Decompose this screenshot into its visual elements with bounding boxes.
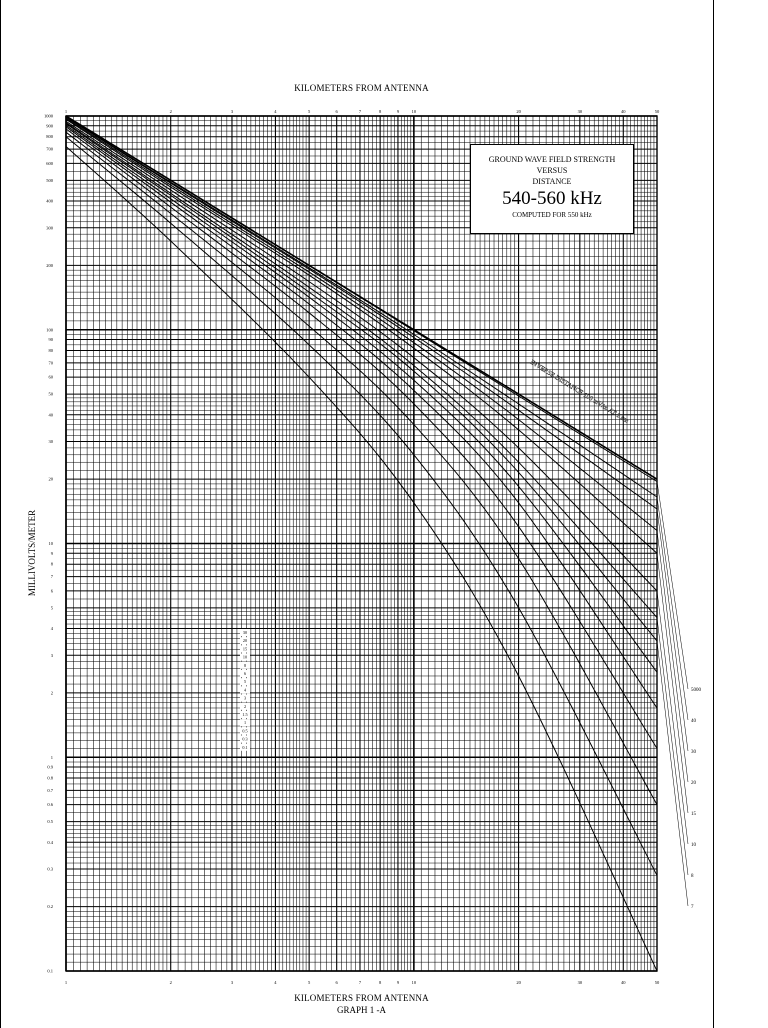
inner-curve-label: 20 xyxy=(242,638,248,644)
y-tick-label: 700 xyxy=(46,146,53,152)
y-tick-label: 9 xyxy=(50,550,53,556)
inner-curve-label: 0.3 xyxy=(242,736,248,742)
y-tick-label: 80 xyxy=(48,347,53,353)
x-tick-label-bottom: 6 xyxy=(335,980,338,985)
y-tick-label: 90 xyxy=(48,337,53,343)
inner-curve-label: 0.1 xyxy=(242,744,248,750)
y-tick-label: 0.4 xyxy=(47,839,53,845)
x-tick-label-top: 2 xyxy=(169,109,172,114)
x-tick-label-top: 8 xyxy=(379,109,382,114)
inner-curve-label: 0.5 xyxy=(242,728,248,734)
x-tick-label-bottom: 50 xyxy=(654,980,660,985)
right-curve-label: 10 xyxy=(691,843,696,848)
title-line-3: DISTANCE xyxy=(532,177,572,186)
x-tick-label-top: 40 xyxy=(621,109,626,114)
y-tick-label: 0.5 xyxy=(47,819,53,825)
inner-curve-label: 2 xyxy=(243,703,247,709)
x-tick-label-top: 20 xyxy=(516,109,521,114)
y-tick-label: 20 xyxy=(48,476,53,482)
x-tick-label-top: 10 xyxy=(411,109,417,114)
y-tick-label: 1 xyxy=(50,754,53,760)
inner-curve-label: 5 xyxy=(243,679,247,685)
x-tick-label-top: 50 xyxy=(654,109,660,114)
y-tick-label: 8 xyxy=(50,561,53,567)
inner-curve-label: 3 xyxy=(243,695,247,701)
x-tick-label-bottom: 8 xyxy=(379,980,382,985)
x-tick-label-bottom: 4 xyxy=(274,980,277,985)
y-axis-title: MILLIVOLTS/METER xyxy=(27,509,37,597)
x-tick-label-top: 1 xyxy=(64,109,68,114)
x-tick-label-top: 3 xyxy=(230,109,234,114)
x-axis-title-top: KILOMETERS FROM ANTENNA xyxy=(294,83,429,93)
y-tick-label: 0.2 xyxy=(47,904,53,910)
inverse-distance-label: INVERSE DISTANCE 100 mV/m AT 1 km xyxy=(528,358,630,425)
y-tick-label: 60 xyxy=(48,374,53,380)
y-tick-label: 7 xyxy=(50,574,53,580)
y-tick-label: 70 xyxy=(48,360,53,366)
y-tick-label: 0.3 xyxy=(47,866,53,872)
right-label-leader xyxy=(657,497,688,720)
right-curve-label: 30 xyxy=(691,750,696,755)
x-tick-label-bottom: 2 xyxy=(169,980,172,985)
x-tick-label-top: 30 xyxy=(577,109,583,114)
inner-curve-label: 10 xyxy=(242,654,248,660)
x-tick-label-bottom: 30 xyxy=(577,980,583,985)
right-curve-label: 8 xyxy=(691,874,694,879)
y-tick-label: 3 xyxy=(50,652,53,658)
x-tick-label-top: 9 xyxy=(396,109,400,114)
title-line-1: GROUND WAVE FIELD STRENGTH xyxy=(488,155,616,164)
y-tick-label: 500 xyxy=(46,177,53,183)
computed-label: COMPUTED FOR 550 kHz xyxy=(512,211,592,219)
inner-curve-label: 30 xyxy=(242,630,248,635)
x-tick-label-bottom: 20 xyxy=(516,980,521,985)
y-tick-label: 4 xyxy=(50,626,53,632)
y-tick-label: 100 xyxy=(46,327,53,333)
x-tick-label-bottom: 9 xyxy=(396,980,400,985)
x-tick-label-top: 4 xyxy=(274,109,277,114)
x-tick-label-top: 6 xyxy=(335,109,338,114)
y-tick-label: 0.6 xyxy=(47,802,53,808)
x-tick-label-bottom: 40 xyxy=(621,980,626,985)
right-curve-label: 5000 xyxy=(691,688,701,693)
y-tick-label: 50 xyxy=(48,391,53,397)
x-tick-label-bottom: 1 xyxy=(64,980,68,985)
graph-caption: GRAPH 1 -A xyxy=(336,1005,386,1015)
y-tick-label: 40 xyxy=(48,412,53,418)
y-tick-label: 0.7 xyxy=(47,787,53,793)
y-tick-label: 600 xyxy=(46,160,53,166)
y-tick-label: 2 xyxy=(50,690,53,696)
y-tick-label: 800 xyxy=(46,134,53,140)
title-line-2: VERSUS xyxy=(536,166,568,175)
y-tick-label: 6 xyxy=(50,588,53,594)
x-tick-label-bottom: 10 xyxy=(411,980,417,985)
y-tick-label: 1000 xyxy=(44,113,53,119)
y-tick-label: 0.9 xyxy=(47,764,53,770)
x-tick-label-top: 5 xyxy=(308,109,311,114)
y-tick-label: 400 xyxy=(46,198,53,204)
inner-curve-label: 1 xyxy=(243,720,247,726)
x-tick-label-bottom: 5 xyxy=(308,980,311,985)
x-tick-label-top: 7 xyxy=(358,109,362,114)
right-curve-label: 15 xyxy=(691,812,696,817)
x-axis-title-bottom: KILOMETERS FROM ANTENNA xyxy=(294,993,429,1003)
x-tick-label-bottom: 7 xyxy=(358,980,362,985)
y-tick-label: 200 xyxy=(46,262,53,268)
inner-curve-label: 6 xyxy=(243,671,247,676)
y-tick-label: 900 xyxy=(46,123,53,129)
y-tick-label: 10 xyxy=(48,541,53,546)
y-tick-label: 0.1 xyxy=(47,968,53,974)
frequency-label: 540-560 kHz xyxy=(502,188,602,209)
chart-title-box xyxy=(470,144,634,234)
y-tick-label: 30 xyxy=(48,439,53,445)
inner-curve-label: 15 xyxy=(242,646,248,652)
inner-curve-label: 8 xyxy=(243,662,247,668)
inner-curve-label: 1.5 xyxy=(242,712,248,717)
y-tick-label: 300 xyxy=(46,225,53,231)
right-curve-label: 7 xyxy=(691,905,694,910)
right-curve-label: 40 xyxy=(691,719,696,724)
x-tick-label-bottom: 3 xyxy=(230,980,234,985)
y-tick-label: 5 xyxy=(50,605,53,611)
right-curve-label: 20 xyxy=(691,781,696,786)
inner-curve-label: 4 xyxy=(243,687,247,693)
y-tick-label: 0.8 xyxy=(47,775,53,781)
